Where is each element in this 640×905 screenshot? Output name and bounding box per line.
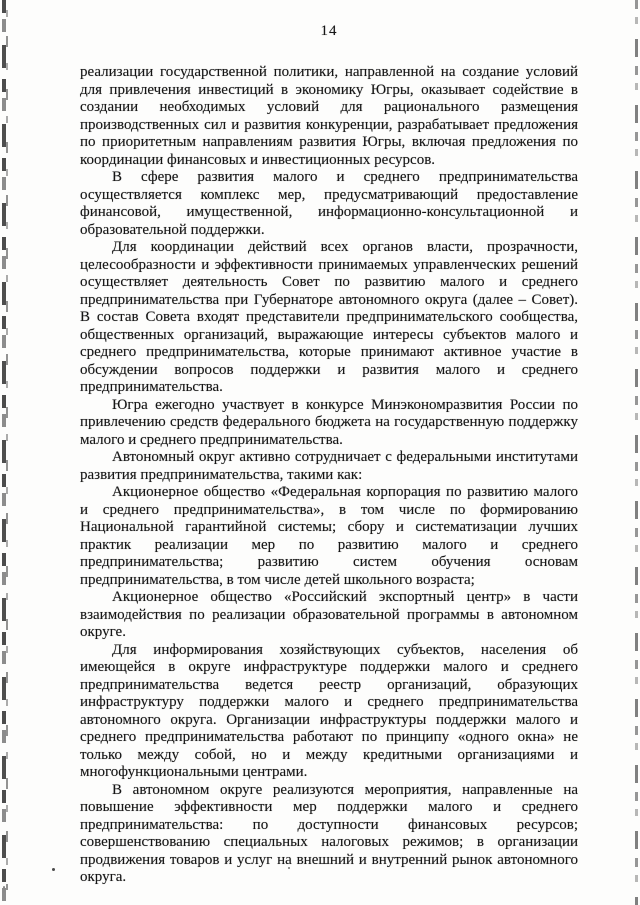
paragraph: Для информирования хозяйствующих субъектов, населения об имеющейся в округе инфраструктуре поддержки малого и среднего предпринимательства ведется реестр организаций, образующих инфраструктуру поддержки малого и среднего предпринимательства автономного округа. Организации инфраструктуры поддержки малого и среднего предпринимательства работают по принципу «одного окна» не только между собой, но и между кредитными организациями и многофункциональными центрами.: [80, 641, 578, 780]
page-number: 14: [320, 23, 338, 39]
scan-artifact-left-edge-2: [6, 10, 8, 890]
paragraph: Югра ежегодно участвует в конкурсе Минэкономразвития России по привлечению средств федерального бюджета на государственную поддержку малого и среднего предпринимательства.: [80, 396, 578, 448]
paragraph: Автономный округ активно сотрудничает с федеральными институтами развития предпринимательства, такими как:: [80, 449, 578, 483]
paragraph: Акционерное общество «Федеральная корпорация по развитию малого и среднего предпринимательства», в том числе по формированию Национальной гарантийной системы; сбору и систематизации лучших практик реализации мер по развитию малого и среднего предпринимательства; развитию систем обучения основам предпринимательства, в том числе детей школьного возраста;: [80, 484, 578, 588]
paragraph: Акционерное общество «Российский экспортный центр» в части взаимодействия по реализации образовательной программы в автономном округе.: [80, 589, 578, 640]
paragraph: Для координации действий всех органов власти, прозрачности, целесообразности и эффективности принимаемых управленческих решений осуществляет деятельность Совет по развитию малого и среднего предпринимательства при Губернаторе автономного округа (далее – Совет). В состав Совета входят представители предпринимательского сообщества, общественных организаций, выражающие интересы субъектов малого и среднего предпринимательства, которые принимают активное участие в обсуждении вопросов поддержки и развития малого и среднего предпринимательства.: [80, 239, 578, 395]
paragraph: В сфере развития малого и среднего предпринимательства осуществляется комплекс мер, предусматривающий предоставление финансовой, имущественной, информационно-консультационной и образовательной поддержки.: [80, 169, 578, 238]
scan-speck: [3, 886, 5, 893]
paragraph: В автономном округе реализуются мероприятия, направленные на повышение эффективности мер поддержки малого и среднего предпринимательства: по доступности финансовых ресурсов; совершенствованию специальных налоговых режимов; в организации продвижения товаров и услуг на внешний и внутренний рынок автономного округа.: [80, 781, 578, 885]
paragraph: реализации государственной политики, направленной на создание условий для привлечения инвестиций в экономику Югры, оказывает содействие в создании необходимых условий для рационального размещения производственных сил и развития конкуренции, разрабатывает предложения по приоритетным направлениям развития Югры, включая предложения по координации финансовых и инвестиционных ресурсов.: [80, 64, 578, 168]
scan-artifact-right-edge: [635, 0, 638, 905]
scan-speck: [52, 868, 55, 871]
document-body: [80, 64, 578, 887]
